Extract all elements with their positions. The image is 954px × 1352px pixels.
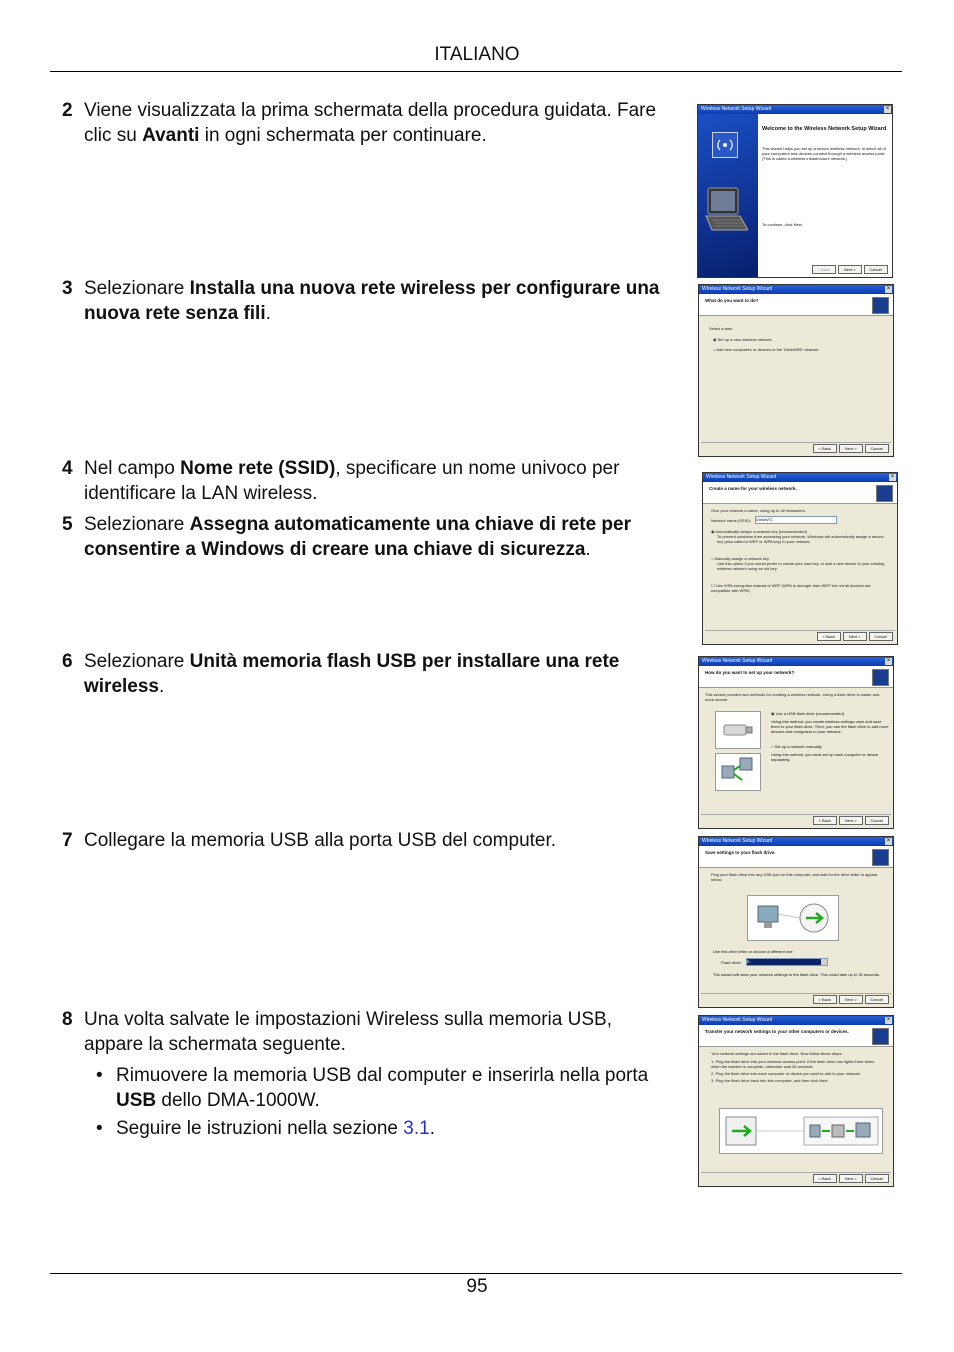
text-run: . bbox=[429, 1118, 435, 1139]
wizard-body bbox=[699, 868, 893, 886]
button-separator bbox=[705, 630, 895, 631]
button-separator bbox=[701, 993, 891, 994]
step-number: 3 bbox=[62, 278, 73, 299]
wizard-body bbox=[699, 688, 893, 706]
next-button[interactable]: Next > bbox=[839, 995, 863, 1004]
text-run: Nel campo bbox=[84, 458, 181, 479]
window-title: Wireless Network Setup Wizard bbox=[702, 838, 773, 844]
wizard-body bbox=[699, 1047, 893, 1087]
button-separator bbox=[701, 1172, 891, 1173]
wizard-save-screenshot bbox=[698, 836, 894, 1008]
bold-term: Installa una nuova rete wireless per configurare una nuova rete senza fili bbox=[84, 278, 660, 324]
window-titlebar bbox=[699, 837, 893, 846]
window-title: Wireless Network Setup Wizard bbox=[702, 286, 773, 292]
bold-term: USB bbox=[116, 1090, 157, 1111]
wizard-header bbox=[699, 666, 893, 688]
back-button[interactable]: < Back bbox=[813, 995, 837, 1004]
bold-term: Nome rete (SSID) bbox=[180, 458, 336, 479]
window-titlebar bbox=[703, 473, 897, 482]
ssid-row bbox=[711, 516, 889, 524]
text-run: . bbox=[159, 676, 165, 697]
wizard-method-screenshot bbox=[698, 656, 894, 829]
step-7 bbox=[62, 828, 676, 853]
welcome-banner bbox=[698, 114, 758, 277]
cancel-button[interactable]: Cancel bbox=[869, 632, 893, 641]
text-run: Rimuovere la memoria USB dal computer e inserirla nella porta bbox=[116, 1065, 649, 1086]
drive-section bbox=[713, 949, 887, 977]
wizard-buttons bbox=[813, 995, 889, 1004]
text-run: Viene visualizzata la prima schermata della procedura guidata. Fare clic su bbox=[84, 100, 657, 146]
bullet-text bbox=[116, 1118, 435, 1139]
auto-key-desc: To prevent outsiders from accessing your network, Windows will automatically assign a secure key (also called a WEP or WPA key) to your network. bbox=[717, 534, 884, 544]
close-icon[interactable]: × bbox=[886, 838, 891, 844]
text-run: Selezionare bbox=[84, 514, 190, 535]
method-intro: This wizard provides two methods for creating a wireless network. Using a flash drive is easier and more secure. bbox=[705, 692, 880, 702]
step-text bbox=[84, 1007, 676, 1057]
close-icon[interactable]: × bbox=[885, 106, 890, 112]
wizard-header bbox=[703, 482, 897, 504]
text-run: dello DMA-1000W. bbox=[156, 1090, 320, 1111]
radio-auto-key[interactable]: ◉ Automatically assign a network key (recommended) bbox=[711, 529, 807, 534]
usb-method-desc: Using this method, you create wireless settings once and save them to your flash drive. Then, you use the flash drive to add more devices and computers to your network. bbox=[771, 719, 889, 734]
bold-term: Avanti bbox=[142, 125, 200, 146]
header-rule bbox=[50, 71, 902, 72]
wizard-heading: Transfer your network settings to your other computers or devices. bbox=[705, 1029, 849, 1034]
text-run: Selezionare bbox=[84, 651, 190, 672]
bullet-dot: • bbox=[96, 1065, 103, 1086]
transfer-step-1: 1. Plug the flash drive into your wireless access point. If the flash drive has lights three times when the transfer is complete, otherwise wait 30 seconds. bbox=[711, 1059, 875, 1069]
wizard-buttons bbox=[812, 265, 888, 274]
wizard-buttons bbox=[813, 444, 889, 453]
radio-label: Set up a network manually bbox=[774, 744, 822, 749]
back-button[interactable]: < Back bbox=[813, 816, 837, 825]
close-icon[interactable]: × bbox=[890, 474, 895, 480]
wpa-checkbox[interactable]: ☐ Use WPA encryption instead of WEP (WPA is stronger than WEP but not all devices are compatible with WPA) bbox=[711, 583, 871, 593]
window-title: Wireless Network Setup Wizard bbox=[701, 106, 772, 112]
next-button[interactable]: Next > bbox=[843, 632, 867, 641]
ssid-label: Network name (SSID): bbox=[711, 517, 752, 523]
wizard-buttons bbox=[817, 632, 893, 641]
step-number: 2 bbox=[62, 100, 73, 121]
welcome-heading: Welcome to the Wireless Network Setup Wizard bbox=[762, 126, 887, 132]
close-icon[interactable]: × bbox=[886, 1017, 891, 1023]
wireless-antenna-icon bbox=[712, 132, 738, 158]
window-title: Wireless Network Setup Wizard bbox=[706, 474, 777, 480]
checkbox-label: Use WPA encryption instead of WEP (WPA is stronger than WEP but not all devices are compatible with WPA) bbox=[711, 583, 871, 593]
wizard-ssid-screenshot bbox=[702, 472, 898, 645]
welcome-continue: To continue, click Next. bbox=[762, 222, 803, 227]
close-icon[interactable]: × bbox=[886, 286, 891, 292]
bullet-list bbox=[84, 1063, 676, 1141]
usb-drive-icon bbox=[715, 711, 761, 749]
step-6 bbox=[62, 649, 676, 699]
radio-label: Manually assign a network key bbox=[714, 556, 770, 561]
wizard-logo-icon bbox=[876, 485, 893, 502]
manual-method-desc: Using this method, you must set up each computer or device separately. bbox=[771, 752, 879, 762]
method-options bbox=[771, 711, 889, 762]
transfer-intro: Your network settings are saved to the flash drive. Now follow these steps: bbox=[711, 1051, 843, 1056]
back-button[interactable]: < Back bbox=[813, 1174, 837, 1183]
wizard-logo-icon bbox=[872, 1028, 889, 1045]
text-run: Selezionare bbox=[84, 278, 190, 299]
step-number: 8 bbox=[62, 1009, 73, 1030]
bullet-dot: • bbox=[96, 1118, 103, 1139]
button-separator bbox=[701, 442, 891, 443]
step-text bbox=[84, 276, 676, 326]
cancel-button[interactable]: Cancel bbox=[864, 265, 888, 274]
radio-label: Set up a new wireless network bbox=[717, 337, 772, 342]
transfer-diagram-icon bbox=[719, 1108, 883, 1154]
cancel-button[interactable]: Cancel bbox=[865, 816, 889, 825]
welcome-content bbox=[758, 114, 892, 277]
step-text bbox=[84, 456, 676, 506]
wizard-task-screenshot bbox=[698, 284, 894, 457]
step-4 bbox=[62, 456, 676, 506]
wizard-header bbox=[699, 1025, 893, 1047]
bullet-item bbox=[84, 1116, 676, 1141]
step-text bbox=[84, 828, 676, 853]
transfer-step-3: 3. Plug the flash drive back into this computer, and then click Next. bbox=[711, 1078, 829, 1083]
page-number: 95 bbox=[466, 1276, 488, 1297]
step-number: 7 bbox=[62, 830, 73, 851]
page-header: ITALIANO bbox=[434, 44, 520, 65]
next-button[interactable]: Next > bbox=[838, 265, 862, 274]
welcome-body: This wizard helps you set up a secure wireless network, in which all of your computers and devices connect through a wireless access point. (This is called a wireless infrastructure network.) bbox=[762, 146, 886, 161]
drive-row bbox=[713, 958, 887, 966]
select-task-label: Select a task: bbox=[709, 326, 734, 331]
ssid-input[interactable]: DlinkWTL bbox=[755, 516, 837, 524]
back-button[interactable]: < Back bbox=[812, 265, 836, 274]
wizard-heading: How do you want to set up your network? bbox=[705, 670, 795, 675]
step-3 bbox=[62, 276, 676, 326]
drive-select[interactable] bbox=[746, 958, 828, 966]
transfer-step-2: 2. Plug the flash drive into each computer or device you want to add to your network. bbox=[711, 1071, 861, 1076]
network-manual-icon bbox=[715, 753, 761, 791]
window-titlebar bbox=[699, 657, 893, 666]
wizard-body bbox=[699, 316, 893, 358]
step-text bbox=[84, 649, 676, 699]
wizard-body bbox=[703, 504, 897, 597]
section-link[interactable]: 3.1 bbox=[403, 1118, 430, 1139]
step-number: 5 bbox=[62, 514, 73, 535]
text-run: , specificare un nome univoco per identificare la LAN wireless. bbox=[84, 458, 620, 504]
back-button[interactable]: < Back bbox=[813, 444, 837, 453]
step-2 bbox=[62, 98, 676, 148]
cancel-button[interactable]: Cancel bbox=[865, 995, 889, 1004]
text-run: Una volta salvate le impostazioni Wireless sulla memoria USB, appare la schermata seguente. bbox=[84, 1009, 612, 1055]
radio-manual-method[interactable]: ○ Set up a network manually bbox=[771, 744, 822, 749]
step-number: 6 bbox=[62, 651, 73, 672]
step-number: 4 bbox=[62, 458, 73, 479]
wizard-transfer-screenshot bbox=[698, 1015, 894, 1187]
wizard-heading: What do you want to do? bbox=[705, 298, 759, 303]
wizard-logo-icon bbox=[872, 297, 889, 314]
bold-term: Unità memoria flash USB per installare una rete wireless bbox=[84, 651, 620, 697]
text-run: . bbox=[265, 303, 271, 324]
text-run: Seguire le istruzioni nella sezione bbox=[116, 1118, 404, 1139]
cancel-button[interactable]: Cancel bbox=[865, 1174, 889, 1183]
computer-usb-icon bbox=[747, 895, 839, 941]
next-button[interactable]: Next > bbox=[839, 816, 863, 825]
window-title: Wireless Network Setup Wizard bbox=[702, 1017, 773, 1023]
save-instructions: Plug your flash drive into any USB port on this computer, and wait for the drive letter to appear below. bbox=[711, 872, 878, 882]
wizard-heading: Save settings to your flash drive. bbox=[705, 850, 776, 855]
drive-select-value: E: bbox=[746, 959, 751, 964]
button-separator bbox=[701, 814, 891, 815]
window-title: Wireless Network Setup Wizard bbox=[702, 658, 773, 664]
wizard-header bbox=[699, 846, 893, 868]
wizard-heading: Create a name for your wireless network. bbox=[709, 486, 797, 491]
wizard-buttons bbox=[813, 1174, 889, 1183]
close-icon[interactable]: × bbox=[886, 658, 891, 664]
text-run: Collegare la memoria USB alla porta USB del computer. bbox=[84, 830, 557, 851]
radio-add-devices[interactable]: ○ Add new computers or devices to the 'DlinkWRD' network. bbox=[713, 347, 820, 352]
window-titlebar bbox=[699, 285, 893, 294]
wizard-buttons bbox=[813, 816, 889, 825]
step-text bbox=[84, 512, 676, 562]
text-run: in ogni schermata per continuare. bbox=[199, 125, 487, 146]
drive-label: Flash drive: bbox=[721, 959, 742, 965]
window-titlebar bbox=[699, 1016, 893, 1025]
laptop-icon bbox=[704, 186, 748, 234]
radio-label: Automatically assign a network key (recommended) bbox=[715, 529, 807, 534]
radio-label: Use a USB flash drive (recommended) bbox=[775, 711, 845, 716]
radio-new-network[interactable]: ◉ Set up a new wireless network bbox=[713, 337, 772, 342]
wizard-logo-icon bbox=[872, 849, 889, 866]
back-button[interactable]: < Back bbox=[817, 632, 841, 641]
bullet-text bbox=[116, 1065, 648, 1111]
next-button[interactable]: Next > bbox=[839, 444, 863, 453]
next-button[interactable]: Next > bbox=[839, 1174, 863, 1183]
footer-rule bbox=[50, 1273, 902, 1274]
save-note: The wizard will save your network settings to the flash drive. This could take up to 30 seconds. bbox=[713, 972, 880, 977]
window-titlebar bbox=[698, 105, 892, 114]
radio-label: Add new computers or devices to the 'DlinkWRD' network. bbox=[716, 347, 820, 352]
manual-key-desc: Use this option if you would prefer to create your own key, or add a new device to your existing wireless network using an old key. bbox=[717, 561, 885, 571]
wizard-logo-icon bbox=[872, 669, 889, 686]
bold-term: Assegna automaticamente una chiave di rete per consentire a Windows di creare una chiave di sicurezza bbox=[84, 514, 632, 560]
chevron-down-icon bbox=[821, 959, 827, 965]
radio-usb-method[interactable]: ◉ Use a USB flash drive (recommended) bbox=[771, 711, 845, 716]
step-text bbox=[84, 98, 676, 148]
bullet-item bbox=[84, 1063, 676, 1113]
step-5 bbox=[62, 512, 676, 562]
wizard-welcome-screenshot bbox=[697, 104, 893, 278]
radio-manual-key[interactable]: ○ Manually assign a network key bbox=[711, 556, 770, 561]
drive-hint: Use this drive letter or choose a different one: bbox=[713, 949, 794, 954]
text-run: . bbox=[585, 539, 591, 560]
cancel-button[interactable]: Cancel bbox=[865, 444, 889, 453]
step-8 bbox=[62, 1007, 676, 1144]
wizard-header bbox=[699, 294, 893, 316]
ssid-hint: Give your network a name, using up to 32 characters. bbox=[711, 508, 806, 513]
